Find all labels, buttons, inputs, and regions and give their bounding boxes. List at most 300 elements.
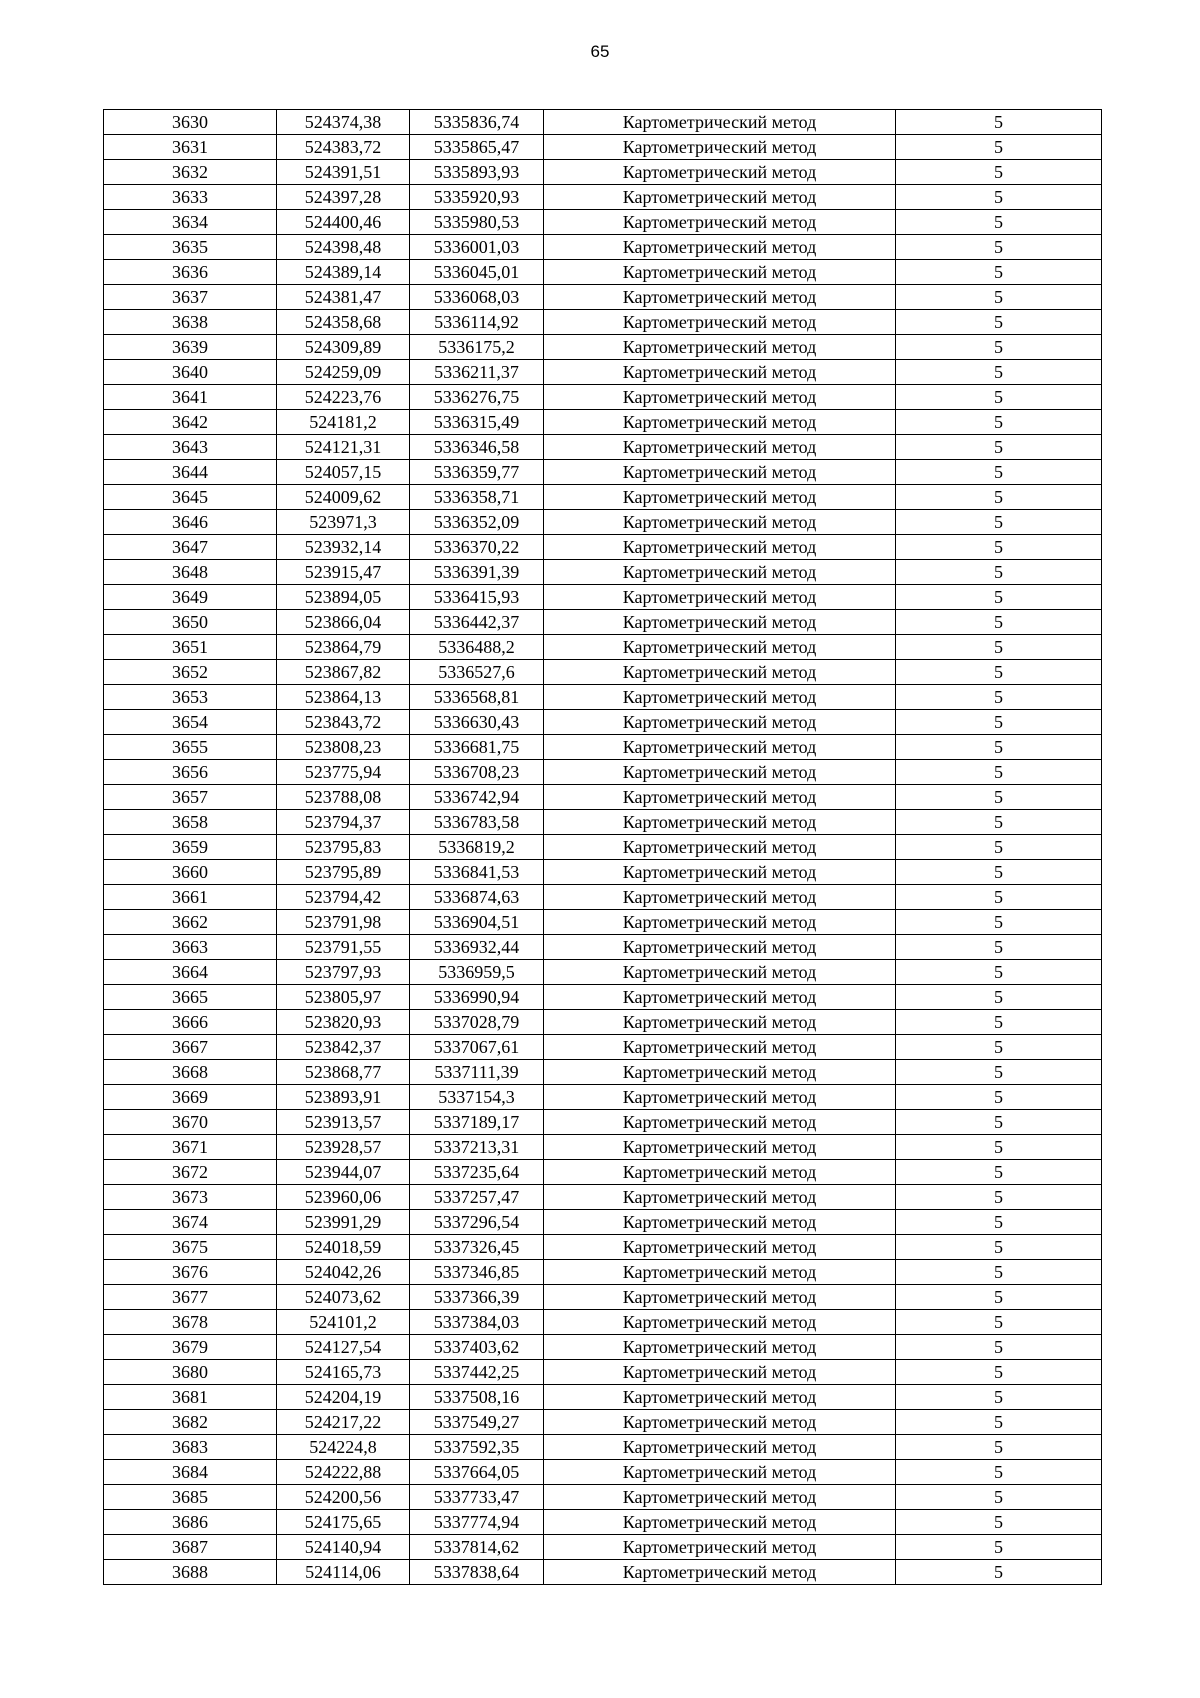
x-coordinate-cell: 524101,2	[277, 1310, 410, 1335]
method-cell: Картометрический метод	[544, 1335, 896, 1360]
accuracy-cell: 5	[896, 1110, 1102, 1135]
table-row	[104, 785, 1102, 810]
x-coordinate-cell: 524175,65	[277, 1510, 410, 1535]
table-row	[104, 335, 1102, 360]
table-row	[104, 185, 1102, 210]
y-coordinate-cell: 5336568,81	[410, 685, 544, 710]
method-cell: Картометрический метод	[544, 960, 896, 985]
y-coordinate-cell: 5336841,53	[410, 860, 544, 885]
accuracy-cell: 5	[896, 885, 1102, 910]
accuracy-cell: 5	[896, 735, 1102, 760]
accuracy-cell: 5	[896, 335, 1102, 360]
accuracy-cell: 5	[896, 760, 1102, 785]
method-cell: Картометрический метод	[544, 360, 896, 385]
accuracy-cell: 5	[896, 810, 1102, 835]
y-coordinate-cell: 5337235,64	[410, 1160, 544, 1185]
accuracy-cell: 5	[896, 1435, 1102, 1460]
accuracy-cell: 5	[896, 1035, 1102, 1060]
point-number-cell: 3653	[104, 685, 277, 710]
point-number-cell: 3646	[104, 510, 277, 535]
method-cell: Картометрический метод	[544, 1085, 896, 1110]
y-coordinate-cell: 5336819,2	[410, 835, 544, 860]
accuracy-cell: 5	[896, 635, 1102, 660]
accuracy-cell: 5	[896, 285, 1102, 310]
accuracy-cell: 5	[896, 1335, 1102, 1360]
method-cell: Картометрический метод	[544, 1210, 896, 1235]
table-row	[104, 210, 1102, 235]
point-number-cell: 3673	[104, 1185, 277, 1210]
x-coordinate-cell: 524018,59	[277, 1235, 410, 1260]
y-coordinate-cell: 5336359,77	[410, 460, 544, 485]
y-coordinate-cell: 5336211,37	[410, 360, 544, 385]
coordinates-table	[103, 109, 1102, 1585]
x-coordinate-cell: 524121,31	[277, 435, 410, 460]
accuracy-cell: 5	[896, 160, 1102, 185]
table-row	[104, 1310, 1102, 1335]
method-cell: Картометрический метод	[544, 1560, 896, 1585]
accuracy-cell: 5	[896, 1460, 1102, 1485]
table-row	[104, 1410, 1102, 1435]
accuracy-cell: 5	[896, 435, 1102, 460]
accuracy-cell: 5	[896, 1160, 1102, 1185]
accuracy-cell: 5	[896, 1135, 1102, 1160]
point-number-cell: 3635	[104, 235, 277, 260]
point-number-cell: 3658	[104, 810, 277, 835]
x-coordinate-cell: 524181,2	[277, 410, 410, 435]
table-row	[104, 935, 1102, 960]
point-number-cell: 3685	[104, 1485, 277, 1510]
point-number-cell: 3643	[104, 435, 277, 460]
x-coordinate-cell: 524200,56	[277, 1485, 410, 1510]
y-coordinate-cell: 5337189,17	[410, 1110, 544, 1135]
y-coordinate-cell: 5337326,45	[410, 1235, 544, 1260]
point-number-cell: 3683	[104, 1435, 277, 1460]
point-number-cell: 3659	[104, 835, 277, 860]
y-coordinate-cell: 5336932,44	[410, 935, 544, 960]
accuracy-cell: 5	[896, 910, 1102, 935]
table-row	[104, 1335, 1102, 1360]
x-coordinate-cell: 523960,06	[277, 1185, 410, 1210]
table-row	[104, 1510, 1102, 1535]
point-number-cell: 3657	[104, 785, 277, 810]
y-coordinate-cell: 5337664,05	[410, 1460, 544, 1485]
point-number-cell: 3650	[104, 610, 277, 635]
accuracy-cell: 5	[896, 660, 1102, 685]
method-cell: Картометрический метод	[544, 1310, 896, 1335]
method-cell: Картометрический метод	[544, 610, 896, 635]
method-cell: Картометрический метод	[544, 410, 896, 435]
x-coordinate-cell: 524224,8	[277, 1435, 410, 1460]
x-coordinate-cell: 524397,28	[277, 185, 410, 210]
method-cell: Картометрический метод	[544, 185, 896, 210]
point-number-cell: 3664	[104, 960, 277, 985]
y-coordinate-cell: 5336276,75	[410, 385, 544, 410]
point-number-cell: 3670	[104, 1110, 277, 1135]
accuracy-cell: 5	[896, 935, 1102, 960]
point-number-cell: 3634	[104, 210, 277, 235]
point-number-cell: 3668	[104, 1060, 277, 1085]
point-number-cell: 3665	[104, 985, 277, 1010]
accuracy-cell: 5	[896, 1285, 1102, 1310]
y-coordinate-cell: 5335980,53	[410, 210, 544, 235]
method-cell: Картометрический метод	[544, 885, 896, 910]
method-cell: Картометрический метод	[544, 510, 896, 535]
accuracy-cell: 5	[896, 685, 1102, 710]
y-coordinate-cell: 5337838,64	[410, 1560, 544, 1585]
point-number-cell: 3663	[104, 935, 277, 960]
y-coordinate-cell: 5336315,49	[410, 410, 544, 435]
accuracy-cell: 5	[896, 385, 1102, 410]
y-coordinate-cell: 5335920,93	[410, 185, 544, 210]
point-number-cell: 3681	[104, 1385, 277, 1410]
y-coordinate-cell: 5336352,09	[410, 510, 544, 535]
point-number-cell: 3647	[104, 535, 277, 560]
table-row	[104, 510, 1102, 535]
x-coordinate-cell: 524389,14	[277, 260, 410, 285]
x-coordinate-cell: 523805,97	[277, 985, 410, 1010]
point-number-cell: 3680	[104, 1360, 277, 1385]
x-coordinate-cell: 524398,48	[277, 235, 410, 260]
method-cell: Картометрический метод	[544, 1360, 896, 1385]
y-coordinate-cell: 5337213,31	[410, 1135, 544, 1160]
point-number-cell: 3667	[104, 1035, 277, 1060]
point-number-cell: 3641	[104, 385, 277, 410]
table-row	[104, 1560, 1102, 1585]
method-cell: Картометрический метод	[544, 110, 896, 135]
accuracy-cell: 5	[896, 1060, 1102, 1085]
y-coordinate-cell: 5336114,92	[410, 310, 544, 335]
point-number-cell: 3684	[104, 1460, 277, 1485]
point-number-cell: 3654	[104, 710, 277, 735]
y-coordinate-cell: 5337067,61	[410, 1035, 544, 1060]
y-coordinate-cell: 5335893,93	[410, 160, 544, 185]
method-cell: Картометрический метод	[544, 685, 896, 710]
x-coordinate-cell: 523944,07	[277, 1160, 410, 1185]
x-coordinate-cell: 523971,3	[277, 510, 410, 535]
table-row	[104, 1210, 1102, 1235]
x-coordinate-cell: 524073,62	[277, 1285, 410, 1310]
table-row	[104, 110, 1102, 135]
x-coordinate-cell: 523893,91	[277, 1085, 410, 1110]
x-coordinate-cell: 523864,13	[277, 685, 410, 710]
table-row	[104, 985, 1102, 1010]
accuracy-cell: 5	[896, 1385, 1102, 1410]
accuracy-cell: 5	[896, 1360, 1102, 1385]
table-row	[104, 160, 1102, 185]
table-row	[104, 960, 1102, 985]
method-cell: Картометрический метод	[544, 485, 896, 510]
accuracy-cell: 5	[896, 1010, 1102, 1035]
point-number-cell: 3630	[104, 110, 277, 135]
y-coordinate-cell: 5336630,43	[410, 710, 544, 735]
point-number-cell: 3682	[104, 1410, 277, 1435]
accuracy-cell: 5	[896, 960, 1102, 985]
y-coordinate-cell: 5336370,22	[410, 535, 544, 560]
method-cell: Картометрический метод	[544, 660, 896, 685]
x-coordinate-cell: 523868,77	[277, 1060, 410, 1085]
x-coordinate-cell: 524217,22	[277, 1410, 410, 1435]
table-row	[104, 285, 1102, 310]
y-coordinate-cell: 5335865,47	[410, 135, 544, 160]
table-row	[104, 760, 1102, 785]
method-cell: Картометрический метод	[544, 285, 896, 310]
point-number-cell: 3669	[104, 1085, 277, 1110]
x-coordinate-cell: 524009,62	[277, 485, 410, 510]
y-coordinate-cell: 5335836,74	[410, 110, 544, 135]
method-cell: Картометрический метод	[544, 1260, 896, 1285]
table-row	[104, 885, 1102, 910]
accuracy-cell: 5	[896, 1310, 1102, 1335]
x-coordinate-cell: 524140,94	[277, 1535, 410, 1560]
point-number-cell: 3687	[104, 1535, 277, 1560]
y-coordinate-cell: 5336708,23	[410, 760, 544, 785]
table-row	[104, 1435, 1102, 1460]
point-number-cell: 3644	[104, 460, 277, 485]
method-cell: Картометрический метод	[544, 760, 896, 785]
table-row	[104, 610, 1102, 635]
accuracy-cell: 5	[896, 1560, 1102, 1585]
method-cell: Картометрический метод	[544, 435, 896, 460]
point-number-cell: 3631	[104, 135, 277, 160]
point-number-cell: 3662	[104, 910, 277, 935]
table-row	[104, 410, 1102, 435]
accuracy-cell: 5	[896, 410, 1102, 435]
y-coordinate-cell: 5337154,3	[410, 1085, 544, 1110]
y-coordinate-cell: 5336346,58	[410, 435, 544, 460]
table-row	[104, 1460, 1102, 1485]
table-row	[104, 660, 1102, 685]
table-row	[104, 1135, 1102, 1160]
table-row	[104, 1085, 1102, 1110]
x-coordinate-cell: 524400,46	[277, 210, 410, 235]
method-cell: Картометрический метод	[544, 535, 896, 560]
point-number-cell: 3661	[104, 885, 277, 910]
method-cell: Картометрический метод	[544, 310, 896, 335]
method-cell: Картометрический метод	[544, 210, 896, 235]
accuracy-cell: 5	[896, 510, 1102, 535]
x-coordinate-cell: 523788,08	[277, 785, 410, 810]
table-row	[104, 910, 1102, 935]
point-number-cell: 3674	[104, 1210, 277, 1235]
accuracy-cell: 5	[896, 460, 1102, 485]
table-row	[104, 460, 1102, 485]
point-number-cell: 3671	[104, 1135, 277, 1160]
y-coordinate-cell: 5336391,39	[410, 560, 544, 585]
x-coordinate-cell: 524309,89	[277, 335, 410, 360]
accuracy-cell: 5	[896, 985, 1102, 1010]
table-row	[104, 135, 1102, 160]
page-number: 65	[590, 42, 610, 61]
point-number-cell: 3660	[104, 860, 277, 885]
table-row	[104, 260, 1102, 285]
method-cell: Картометрический метод	[544, 1285, 896, 1310]
point-number-cell: 3666	[104, 1010, 277, 1035]
point-number-cell: 3637	[104, 285, 277, 310]
accuracy-cell: 5	[896, 1185, 1102, 1210]
table-row	[104, 385, 1102, 410]
table-row	[104, 535, 1102, 560]
x-coordinate-cell: 523794,42	[277, 885, 410, 910]
point-number-cell: 3679	[104, 1335, 277, 1360]
x-coordinate-cell: 523913,57	[277, 1110, 410, 1135]
x-coordinate-cell: 524127,54	[277, 1335, 410, 1360]
y-coordinate-cell: 5337346,85	[410, 1260, 544, 1285]
method-cell: Картометрический метод	[544, 1060, 896, 1085]
method-cell: Картометрический метод	[544, 1385, 896, 1410]
y-coordinate-cell: 5337111,39	[410, 1060, 544, 1085]
y-coordinate-cell: 5337733,47	[410, 1485, 544, 1510]
y-coordinate-cell: 5337296,54	[410, 1210, 544, 1235]
method-cell: Картометрический метод	[544, 335, 896, 360]
y-coordinate-cell: 5337549,27	[410, 1410, 544, 1435]
table-row	[104, 360, 1102, 385]
table-row	[104, 1385, 1102, 1410]
y-coordinate-cell: 5336488,2	[410, 635, 544, 660]
y-coordinate-cell: 5337814,62	[410, 1535, 544, 1560]
x-coordinate-cell: 524358,68	[277, 310, 410, 335]
accuracy-cell: 5	[896, 1210, 1102, 1235]
x-coordinate-cell: 524391,51	[277, 160, 410, 185]
method-cell: Картометрический метод	[544, 635, 896, 660]
x-coordinate-cell: 524204,19	[277, 1385, 410, 1410]
method-cell: Картометрический метод	[544, 160, 896, 185]
y-coordinate-cell: 5336068,03	[410, 285, 544, 310]
table-row	[104, 685, 1102, 710]
point-number-cell: 3655	[104, 735, 277, 760]
y-coordinate-cell: 5336415,93	[410, 585, 544, 610]
accuracy-cell: 5	[896, 1235, 1102, 1260]
accuracy-cell: 5	[896, 260, 1102, 285]
accuracy-cell: 5	[896, 710, 1102, 735]
accuracy-cell: 5	[896, 1485, 1102, 1510]
accuracy-cell: 5	[896, 235, 1102, 260]
y-coordinate-cell: 5336874,63	[410, 885, 544, 910]
coordinates-table-body	[104, 110, 1102, 1585]
table-row	[104, 635, 1102, 660]
x-coordinate-cell: 524383,72	[277, 135, 410, 160]
x-coordinate-cell: 524374,38	[277, 110, 410, 135]
method-cell: Картометрический метод	[544, 710, 896, 735]
x-coordinate-cell: 524222,88	[277, 1460, 410, 1485]
table-row	[104, 835, 1102, 860]
table-row	[104, 585, 1102, 610]
x-coordinate-cell: 523843,72	[277, 710, 410, 735]
y-coordinate-cell: 5336442,37	[410, 610, 544, 635]
y-coordinate-cell: 5336527,6	[410, 660, 544, 685]
table-row	[104, 1010, 1102, 1035]
x-coordinate-cell: 523791,98	[277, 910, 410, 935]
y-coordinate-cell: 5336175,2	[410, 335, 544, 360]
method-cell: Картометрический метод	[544, 560, 896, 585]
table-row	[104, 435, 1102, 460]
accuracy-cell: 5	[896, 1085, 1102, 1110]
point-number-cell: 3649	[104, 585, 277, 610]
point-number-cell: 3632	[104, 160, 277, 185]
method-cell: Картометрический метод	[544, 235, 896, 260]
method-cell: Картометрический метод	[544, 385, 896, 410]
method-cell: Картометрический метод	[544, 1185, 896, 1210]
accuracy-cell: 5	[896, 110, 1102, 135]
method-cell: Картометрический метод	[544, 1010, 896, 1035]
method-cell: Картометрический метод	[544, 735, 896, 760]
x-coordinate-cell: 523991,29	[277, 1210, 410, 1235]
y-coordinate-cell: 5337257,47	[410, 1185, 544, 1210]
y-coordinate-cell: 5336990,94	[410, 985, 544, 1010]
point-number-cell: 3640	[104, 360, 277, 385]
method-cell: Картометрический метод	[544, 585, 896, 610]
accuracy-cell: 5	[896, 210, 1102, 235]
accuracy-cell: 5	[896, 535, 1102, 560]
method-cell: Картометрический метод	[544, 860, 896, 885]
x-coordinate-cell: 523915,47	[277, 560, 410, 585]
accuracy-cell: 5	[896, 360, 1102, 385]
accuracy-cell: 5	[896, 310, 1102, 335]
y-coordinate-cell: 5337384,03	[410, 1310, 544, 1335]
x-coordinate-cell: 523864,79	[277, 635, 410, 660]
point-number-cell: 3638	[104, 310, 277, 335]
point-number-cell: 3642	[104, 410, 277, 435]
method-cell: Картометрический метод	[544, 260, 896, 285]
accuracy-cell: 5	[896, 485, 1102, 510]
point-number-cell: 3656	[104, 760, 277, 785]
method-cell: Картометрический метод	[544, 1110, 896, 1135]
method-cell: Картометрический метод	[544, 1535, 896, 1560]
x-coordinate-cell: 523808,23	[277, 735, 410, 760]
point-number-cell: 3676	[104, 1260, 277, 1285]
accuracy-cell: 5	[896, 785, 1102, 810]
table-row	[104, 560, 1102, 585]
y-coordinate-cell: 5336045,01	[410, 260, 544, 285]
point-number-cell: 3678	[104, 1310, 277, 1335]
method-cell: Картометрический метод	[544, 460, 896, 485]
point-number-cell: 3636	[104, 260, 277, 285]
x-coordinate-cell: 523867,82	[277, 660, 410, 685]
x-coordinate-cell: 523791,55	[277, 935, 410, 960]
x-coordinate-cell: 523894,05	[277, 585, 410, 610]
method-cell: Картометрический метод	[544, 1035, 896, 1060]
table-row	[104, 710, 1102, 735]
accuracy-cell: 5	[896, 585, 1102, 610]
table-row	[104, 1285, 1102, 1310]
table-row	[104, 1360, 1102, 1385]
y-coordinate-cell: 5336959,5	[410, 960, 544, 985]
method-cell: Картометрический метод	[544, 1160, 896, 1185]
y-coordinate-cell: 5336681,75	[410, 735, 544, 760]
accuracy-cell: 5	[896, 135, 1102, 160]
point-number-cell: 3677	[104, 1285, 277, 1310]
point-number-cell: 3672	[104, 1160, 277, 1185]
x-coordinate-cell: 523795,83	[277, 835, 410, 860]
accuracy-cell: 5	[896, 1535, 1102, 1560]
y-coordinate-cell: 5337508,16	[410, 1385, 544, 1410]
method-cell: Картометрический метод	[544, 1135, 896, 1160]
x-coordinate-cell: 523795,89	[277, 860, 410, 885]
x-coordinate-cell: 523842,37	[277, 1035, 410, 1060]
x-coordinate-cell: 523928,57	[277, 1135, 410, 1160]
table-row	[104, 1235, 1102, 1260]
x-coordinate-cell: 523932,14	[277, 535, 410, 560]
method-cell: Картометрический метод	[544, 1460, 896, 1485]
x-coordinate-cell: 524259,09	[277, 360, 410, 385]
y-coordinate-cell: 5336001,03	[410, 235, 544, 260]
x-coordinate-cell: 524223,76	[277, 385, 410, 410]
x-coordinate-cell: 524381,47	[277, 285, 410, 310]
x-coordinate-cell: 523775,94	[277, 760, 410, 785]
method-cell: Картометрический метод	[544, 135, 896, 160]
method-cell: Картометрический метод	[544, 785, 896, 810]
table-row	[104, 1260, 1102, 1285]
method-cell: Картометрический метод	[544, 810, 896, 835]
